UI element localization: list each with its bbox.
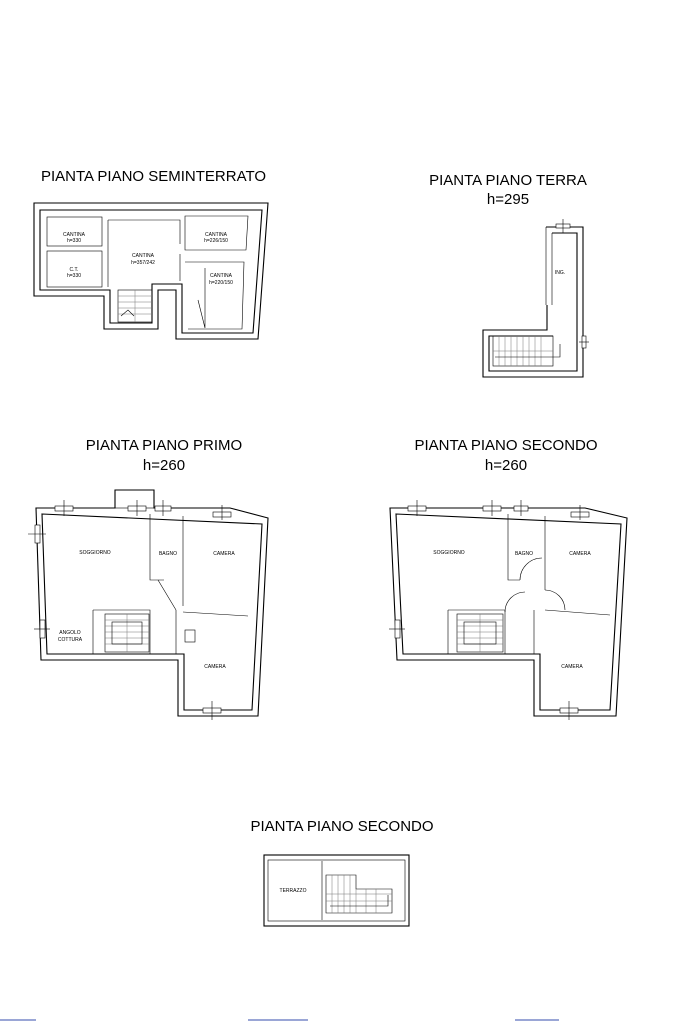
- room-cantina-2: CANTINA: [132, 253, 154, 259]
- room-angolo: ANGOLO: [59, 630, 81, 636]
- height-piano-primo: h=260: [142, 457, 186, 474]
- room-soggiorno: SOGGIORNO: [433, 550, 465, 556]
- room-cantina-2-height: h=357/242: [131, 260, 155, 266]
- room-camera-2: CAMERA: [561, 664, 583, 670]
- plan-piano-primo: [28, 490, 268, 720]
- title-piano-seminterrato: PIANTA PIANO SEMINTERRATO: [41, 168, 267, 185]
- room-bagno: BAGNO: [158, 551, 178, 557]
- bottom-edge-mark: [248, 1019, 308, 1021]
- height-piano-secondo: h=260: [484, 457, 528, 474]
- plan-piano-secondo: [389, 500, 627, 720]
- room-cottura: COTTURA: [57, 637, 83, 643]
- plan-terrazzo: [264, 855, 409, 926]
- plan-piano-terra: [483, 219, 589, 377]
- room-soggiorno: SOGGIORNO: [79, 550, 111, 556]
- room-ct: C.T.: [69, 267, 79, 273]
- room-cantina-4: CANTINA: [210, 273, 232, 279]
- height-piano-terra: h=295: [486, 191, 530, 208]
- room-camera-1: CAMERA: [213, 551, 235, 557]
- title-piano-secondo-terrazzo: PIANTA PIANO SECONDO: [250, 818, 434, 835]
- room-cantina-4-height: h=220/150: [209, 280, 233, 286]
- room-terrazzo: TERRAZZO: [279, 888, 307, 894]
- plan-seminterrato: [34, 203, 268, 339]
- room-cantina-3-height: h=226/150: [204, 238, 228, 244]
- title-piano-terra: PIANTA PIANO TERRA: [429, 172, 587, 189]
- room-cantina-1: CANTINA: [63, 232, 85, 238]
- room-ct-height: h=330: [66, 273, 82, 279]
- title-piano-secondo: PIANTA PIANO SECONDO: [414, 437, 598, 454]
- room-bagno: BAGNO: [514, 551, 534, 557]
- room-cantina-1-height: h=330: [66, 238, 82, 244]
- room-ingresso: ING.: [554, 270, 566, 276]
- bottom-edge-mark: [0, 1019, 36, 1021]
- room-camera-2: CAMERA: [204, 664, 226, 670]
- bottom-edge-mark: [515, 1019, 559, 1021]
- title-piano-primo: PIANTA PIANO PRIMO: [85, 437, 243, 454]
- room-cantina-3: CANTINA: [205, 232, 227, 238]
- room-camera-1: CAMERA: [569, 551, 591, 557]
